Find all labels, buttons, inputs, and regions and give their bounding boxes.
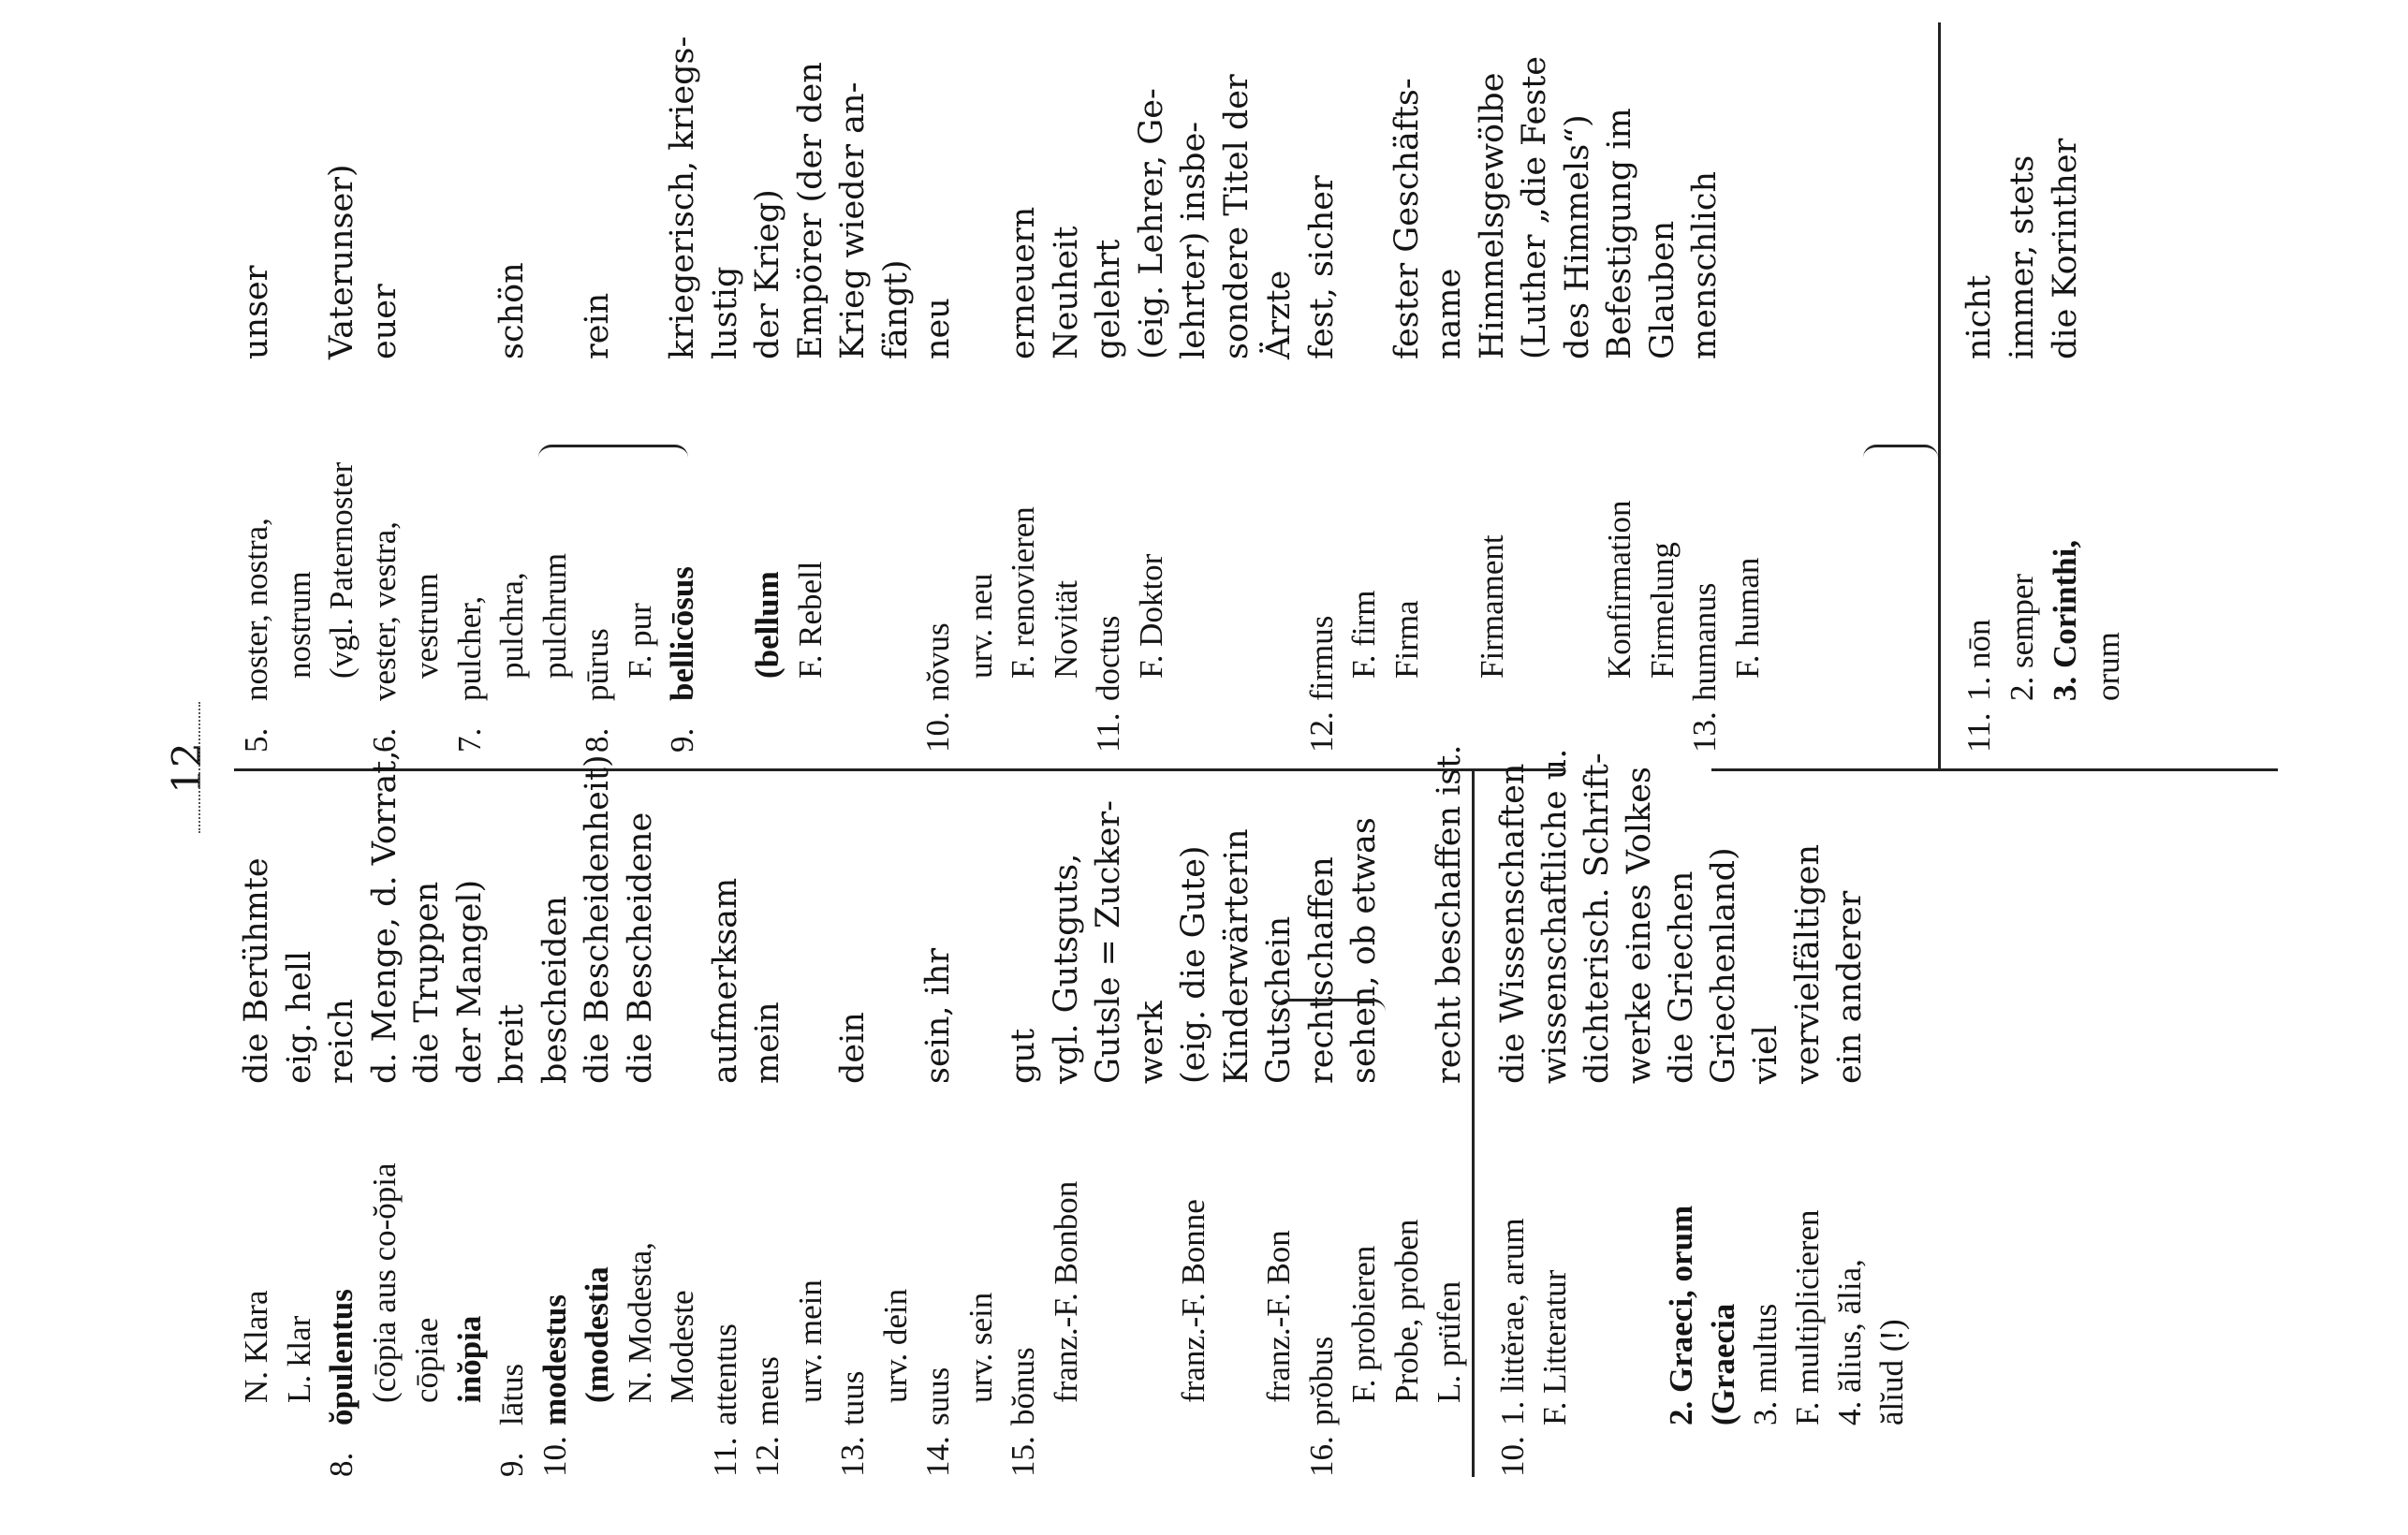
entry-gloss: Glauben bbox=[1643, 220, 1681, 359]
entry-row bbox=[404, 22, 449, 753]
entry-row bbox=[830, 771, 875, 1477]
entry-gloss: die Korinther bbox=[2047, 138, 2084, 359]
entry-gloss: Kinderwärterin bbox=[1217, 828, 1255, 1084]
entry-term: 3. Corinthi, bbox=[2047, 539, 2083, 701]
entry-number: 12. bbox=[749, 1436, 786, 1477]
entry-row bbox=[404, 771, 449, 1477]
entry-term: N. Modesta, bbox=[621, 1241, 658, 1403]
entry-row bbox=[1299, 22, 1344, 753]
entry-term: vestrum bbox=[408, 573, 445, 679]
entry-gloss: Gutschein bbox=[1260, 915, 1298, 1084]
entry-number: 6. bbox=[365, 727, 403, 753]
entry-gloss: wissenschaftliche u. bbox=[1536, 748, 1574, 1084]
entry-gloss: Empörer (der den bbox=[791, 62, 830, 359]
entry-term: N. Klara bbox=[238, 1290, 274, 1403]
entry-row bbox=[745, 771, 790, 1477]
entry-term: Firma bbox=[1388, 600, 1425, 679]
entry-term: franz.-F. Bonne bbox=[1175, 1199, 1211, 1403]
entry-gloss: Griechenland) bbox=[1705, 847, 1742, 1084]
entry-row bbox=[788, 771, 833, 1477]
entry-row bbox=[533, 771, 578, 1477]
entry-term: pulchra, bbox=[493, 572, 530, 679]
entry-term: F. firm bbox=[1345, 590, 1382, 679]
entry-term: franz.-F. Bonbon bbox=[1047, 1180, 1084, 1403]
entry-row bbox=[788, 22, 833, 753]
entry-row bbox=[2043, 22, 2088, 753]
entry-row bbox=[1659, 771, 1704, 1477]
entry-term: (cōpia aus co-ŏpia bbox=[365, 1162, 403, 1403]
entry-gloss: name bbox=[1431, 268, 1468, 359]
entry-gloss: Himmelsgewölbe bbox=[1473, 72, 1511, 359]
entry-row bbox=[1597, 22, 1642, 753]
entry-gloss: sein, ihr bbox=[919, 947, 957, 1084]
entry-row bbox=[830, 22, 875, 753]
entry-term: lātus bbox=[493, 1363, 530, 1425]
entry-term: modestus bbox=[536, 1294, 573, 1425]
entry-term: (Graecia bbox=[1705, 1303, 1741, 1425]
entry-term: franz.-F. Bon bbox=[1260, 1230, 1297, 1403]
entry-term: tuus bbox=[834, 1370, 871, 1425]
entry-term: Firmelung bbox=[1643, 542, 1681, 679]
entry-row bbox=[1617, 767, 1662, 1477]
entry-row bbox=[1342, 771, 1387, 1477]
right-section-divider bbox=[1938, 22, 1941, 771]
entry-row bbox=[1086, 771, 1131, 1477]
entry-row bbox=[1427, 22, 1472, 753]
entry-row bbox=[916, 771, 961, 1477]
entry-gloss: recht beschaffen ist. bbox=[1431, 744, 1468, 1084]
entry-gloss: mein bbox=[749, 1001, 786, 1084]
entry-gloss: bescheiden bbox=[536, 896, 574, 1084]
entry-term: L. prüfen bbox=[1431, 1280, 1467, 1403]
entry-term: (vgl. Paternoster bbox=[323, 461, 360, 679]
entry-term: 1. nōn bbox=[1960, 619, 1997, 701]
entry-term: urv. neu bbox=[962, 573, 999, 679]
entry-term: bŏnus bbox=[1005, 1347, 1041, 1425]
entry-row bbox=[234, 22, 279, 753]
entry-gloss: erneuern bbox=[1005, 206, 1042, 359]
entry-gloss: die Bescheidenheit) bbox=[579, 754, 616, 1084]
entry-row bbox=[1533, 748, 1578, 1477]
left-section-divider bbox=[1472, 771, 1475, 1477]
entry-term: bellicōsus bbox=[664, 566, 700, 701]
entry-number: 9. bbox=[493, 1452, 530, 1477]
entry-term: Modeste bbox=[664, 1290, 700, 1403]
entry-term: attentus bbox=[706, 1323, 743, 1425]
entry-gloss: lehrter) insbe- bbox=[1175, 121, 1212, 359]
entry-term: firmus bbox=[1302, 615, 1340, 701]
entry-row bbox=[234, 771, 279, 1477]
entry-row bbox=[1299, 771, 1344, 1477]
entry-gloss: der Mangel) bbox=[450, 879, 489, 1084]
entry-row bbox=[874, 22, 918, 753]
entry-term: orum bbox=[2090, 632, 2126, 701]
entry-number: 5. bbox=[238, 727, 274, 753]
entry-row bbox=[277, 771, 322, 1477]
entry-row bbox=[1575, 753, 1620, 1477]
entry-gloss: (Luther „die Feste bbox=[1516, 55, 1553, 359]
entry-row bbox=[1785, 771, 1830, 1477]
entry-row bbox=[1957, 22, 2002, 753]
entry-gloss: viel bbox=[1747, 1025, 1784, 1084]
entry-number: 10. bbox=[1494, 1436, 1531, 1477]
entry-row bbox=[2000, 22, 2045, 753]
entry-number: 15. bbox=[1005, 1436, 1041, 1477]
entry-gloss: d. Menge, d. Vorrat, bbox=[365, 750, 404, 1084]
entry-row bbox=[1385, 771, 1430, 1477]
entry-gloss: unser bbox=[238, 265, 275, 359]
entry-term: 1. littĕrae, arum bbox=[1494, 1218, 1531, 1425]
entry-gloss: ein anderer bbox=[1831, 890, 1869, 1084]
entry-gloss: neu bbox=[919, 298, 957, 359]
entry-row bbox=[277, 22, 322, 753]
entry-number: 8. bbox=[323, 1452, 360, 1477]
entry-term: F. Litteratur bbox=[1536, 1269, 1573, 1425]
entry-term: urv. dein bbox=[876, 1288, 914, 1403]
entry-term: cōpiae bbox=[408, 1317, 445, 1403]
entry-row bbox=[490, 771, 535, 1477]
entry-gloss: (eig. Lehrer, Ge- bbox=[1132, 88, 1170, 359]
entry-term: doctus bbox=[1090, 615, 1126, 701]
entry-term: F. Rebell bbox=[791, 561, 829, 679]
page-number-ornament bbox=[198, 702, 200, 833]
entry-row bbox=[2086, 22, 2131, 753]
brace-probus bbox=[1275, 999, 1386, 1015]
entry-row bbox=[362, 22, 407, 753]
entry-row bbox=[1512, 22, 1557, 753]
entry-row bbox=[959, 22, 1004, 753]
entry-number: 10. bbox=[919, 711, 956, 753]
entry-row bbox=[1086, 22, 1131, 753]
entry-term: pulchrum bbox=[536, 552, 573, 679]
entry-row bbox=[916, 22, 961, 753]
entry-term: F. multiplicieren bbox=[1789, 1209, 1826, 1425]
entry-number: 9. bbox=[664, 727, 700, 753]
entry-row bbox=[1001, 22, 1046, 753]
entry-number: 16. bbox=[1302, 1436, 1340, 1477]
entry-term: F. Doktor bbox=[1132, 553, 1169, 679]
entry-gloss: gut bbox=[1005, 1028, 1042, 1084]
entry-row bbox=[1214, 771, 1259, 1477]
brace-konfirmation bbox=[1863, 445, 1938, 460]
entry-term: nŏvus bbox=[919, 622, 956, 701]
entry-gloss: breit bbox=[493, 1003, 531, 1084]
entry-gloss: die Wissenschaften bbox=[1494, 763, 1532, 1084]
entry-number: 7. bbox=[450, 727, 488, 753]
entry-gloss: des Himmels“) bbox=[1558, 114, 1596, 359]
entry-term: ălĭud (!) bbox=[1873, 1319, 1910, 1425]
entry-gloss: vgl. Gutsguts, bbox=[1047, 853, 1085, 1084]
entry-gloss: die Bescheidene bbox=[621, 811, 659, 1084]
entry-term: urv. sein bbox=[962, 1292, 999, 1403]
entry-gloss: dein bbox=[834, 1012, 872, 1084]
entry-row bbox=[1044, 22, 1089, 753]
entry-term: (modestia bbox=[579, 1266, 615, 1403]
entry-number: 11. bbox=[706, 1437, 743, 1477]
entry-gloss: dichterisch. Schrift- bbox=[1578, 753, 1616, 1084]
entry-gloss: Gutsle = Zucker- bbox=[1090, 800, 1127, 1084]
entry-row bbox=[1171, 22, 1216, 753]
entry-row bbox=[959, 771, 1004, 1477]
entry-term: prŏbus bbox=[1302, 1336, 1340, 1425]
entry-gloss: kriegerisch, kriegs- bbox=[664, 36, 701, 359]
entry-term: noster, nostra, bbox=[238, 518, 274, 701]
entry-term: suus bbox=[919, 1367, 956, 1425]
entry-row bbox=[533, 22, 578, 753]
entry-gloss: Befestigung im bbox=[1601, 108, 1638, 359]
entry-gloss: die Berühmte bbox=[238, 857, 275, 1084]
entry-gloss: vervielfältigen bbox=[1789, 843, 1827, 1084]
entry-row bbox=[1555, 22, 1600, 753]
entry-gloss: immer, stets bbox=[2004, 154, 2041, 359]
entry-gloss: Neuheit bbox=[1047, 226, 1085, 359]
entry-gloss: aufmerksam bbox=[706, 877, 744, 1084]
entry-term: Konfirmation bbox=[1601, 500, 1637, 679]
entry-row bbox=[1470, 22, 1515, 753]
entry-gloss: lustig bbox=[706, 266, 744, 359]
entry-gloss: fest, sicher bbox=[1302, 175, 1341, 359]
entry-gloss: fängt) bbox=[876, 259, 915, 359]
entry-row bbox=[319, 22, 364, 753]
entry-term: 4. ălius, ălia, bbox=[1831, 1259, 1868, 1425]
entry-gloss: eig. hell bbox=[280, 950, 318, 1084]
entry-number: 10. bbox=[536, 1436, 573, 1477]
entry-row bbox=[1171, 771, 1216, 1477]
entry-number: 11. bbox=[1090, 712, 1126, 753]
entry-term: pulcher, bbox=[450, 595, 488, 701]
entry-row bbox=[448, 771, 492, 1477]
entry-term: Novität bbox=[1047, 580, 1084, 679]
entry-row bbox=[1256, 22, 1301, 753]
entry-row bbox=[703, 22, 748, 753]
entry-row bbox=[1129, 771, 1174, 1477]
entry-number: 8. bbox=[579, 727, 615, 753]
entry-term: nostrum bbox=[280, 571, 317, 679]
entry-term: Firmament bbox=[1473, 534, 1510, 679]
entry-row bbox=[1701, 771, 1746, 1477]
entry-gloss: werk bbox=[1132, 1001, 1170, 1084]
entry-row bbox=[660, 771, 705, 1477]
entry-term: vester, vestra, bbox=[365, 521, 403, 701]
entry-row bbox=[1725, 22, 1770, 753]
entry-row bbox=[1342, 22, 1387, 753]
entry-gloss: gelehrt bbox=[1090, 239, 1127, 359]
entry-term: inŏpia bbox=[450, 1315, 488, 1403]
entry-gloss: sondere Titel der bbox=[1217, 74, 1255, 359]
entry-number: 11. bbox=[1960, 712, 1997, 753]
entry-gloss: reich bbox=[323, 999, 360, 1084]
entry-gloss: werke eines Volkes bbox=[1621, 767, 1658, 1084]
entry-gloss: (eig. die Gute) bbox=[1175, 845, 1212, 1084]
entry-row bbox=[575, 754, 620, 1477]
entry-row bbox=[1256, 771, 1301, 1477]
entry-gloss: menschlich bbox=[1686, 170, 1724, 359]
entry-term: 2. Graeci, orum bbox=[1663, 1205, 1699, 1425]
entry-row bbox=[703, 771, 748, 1477]
entry-row bbox=[618, 22, 663, 753]
entry-row bbox=[618, 771, 663, 1477]
entry-gloss: die Griechen bbox=[1663, 870, 1700, 1084]
entry-row bbox=[1427, 744, 1472, 1477]
entry-term: F. probieren bbox=[1345, 1245, 1382, 1403]
entry-number: 14. bbox=[919, 1436, 956, 1477]
entry-term: 2. semper bbox=[2004, 573, 2040, 701]
entry-gloss: schön bbox=[493, 262, 531, 359]
entry-term: humanus bbox=[1686, 582, 1723, 701]
entry-gloss: sehen, ob etwas bbox=[1345, 817, 1383, 1084]
entry-gloss: die Truppen bbox=[408, 881, 446, 1084]
entry-row bbox=[319, 771, 364, 1477]
entry-row bbox=[1682, 22, 1727, 753]
entry-gloss: rechtschaffen bbox=[1302, 856, 1341, 1084]
entry-row bbox=[1385, 22, 1430, 753]
entry-row bbox=[1129, 22, 1174, 753]
page-number: 12 bbox=[164, 741, 210, 794]
entry-term: F. pur bbox=[621, 603, 658, 679]
entry-number: 12. bbox=[1302, 711, 1340, 753]
entry-row bbox=[1214, 22, 1259, 753]
brace-pulcher bbox=[538, 445, 688, 460]
entry-row bbox=[1044, 771, 1089, 1477]
entry-row bbox=[362, 750, 407, 1477]
entry-term: urv. mein bbox=[791, 1279, 829, 1403]
entry-term: 3. multus bbox=[1747, 1303, 1784, 1425]
entry-gloss: euer bbox=[365, 284, 404, 359]
entry-term: (bellum bbox=[749, 571, 786, 679]
entry-term: F. human bbox=[1728, 557, 1766, 679]
entry-row bbox=[660, 22, 705, 753]
entry-row bbox=[575, 22, 620, 753]
entry-row bbox=[1743, 771, 1788, 1477]
entry-gloss: rein bbox=[579, 292, 616, 359]
entry-row bbox=[745, 22, 790, 753]
entry-row bbox=[1640, 22, 1685, 753]
entry-term: F. renovieren bbox=[1005, 506, 1041, 679]
entry-gloss: Ärzte bbox=[1260, 270, 1298, 359]
entry-row bbox=[448, 22, 492, 753]
entry-row bbox=[1001, 771, 1046, 1477]
entry-row bbox=[1828, 771, 1872, 1477]
entry-row bbox=[1870, 771, 1915, 1477]
entry-gloss: Krieg wieder an- bbox=[834, 81, 872, 359]
entry-row bbox=[1490, 763, 1535, 1477]
entry-gloss: nicht bbox=[1960, 275, 1998, 359]
entry-gloss: der Krieg) bbox=[749, 189, 786, 359]
entry-term: pūrus bbox=[579, 628, 615, 701]
entry-gloss: Vaterunser) bbox=[323, 164, 360, 359]
entry-row bbox=[490, 22, 535, 753]
entry-term: L. klar bbox=[280, 1315, 317, 1403]
entry-gloss: fester Geschäfts- bbox=[1388, 78, 1426, 359]
entry-number: 13. bbox=[1686, 711, 1723, 753]
entry-term: ŏpulentus bbox=[323, 1289, 360, 1425]
entry-term: meus bbox=[749, 1356, 786, 1425]
entry-row bbox=[874, 771, 918, 1477]
entry-number: 13. bbox=[834, 1436, 871, 1477]
entry-term: Probe, proben bbox=[1388, 1219, 1425, 1403]
